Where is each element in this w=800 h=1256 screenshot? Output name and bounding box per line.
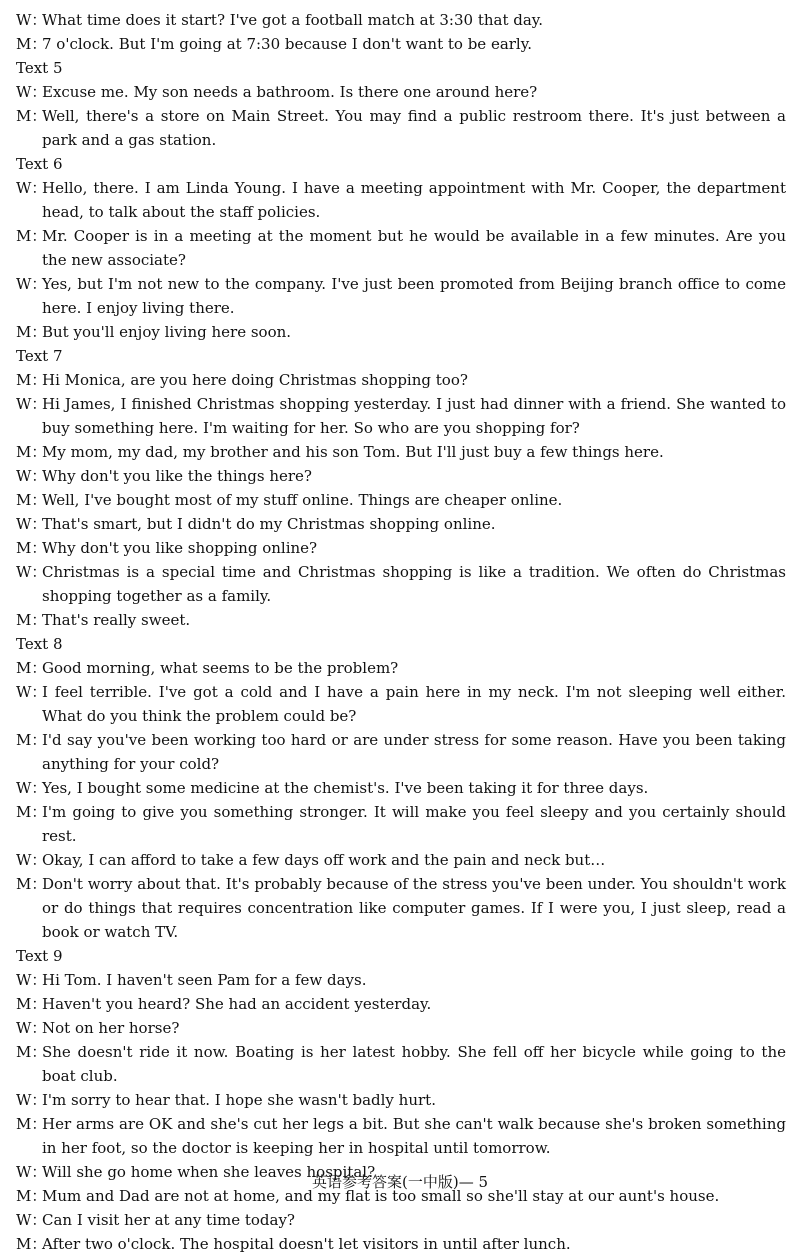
dialogue-line xyxy=(16,1088,786,1112)
dialogue-line xyxy=(16,80,786,104)
dialogue-text: Hello, there. I am Linda Young. I have a meeting appointment with Mr. Cooper, the department head, to talk about the staff policies. xyxy=(42,179,786,221)
speaker-label: W： xyxy=(16,683,47,701)
dialogue-text: Will she go home when she leaves hospital? xyxy=(42,1163,376,1181)
dialogue-text: Excuse me. My son needs a bathroom. Is there one around here? xyxy=(42,83,538,101)
dialogue-line xyxy=(16,392,786,440)
dialogue-text: Well, I've bought most of my stuff online. Things are cheaper online. xyxy=(42,491,563,509)
dialogue-line xyxy=(16,224,786,272)
speaker-label: M： xyxy=(16,371,47,389)
speaker-label: W： xyxy=(16,1163,47,1181)
speaker-label: M： xyxy=(16,611,47,629)
speaker-label: M： xyxy=(16,731,47,749)
section-heading: Text 6 xyxy=(16,155,63,173)
speaker-label: M： xyxy=(16,659,47,677)
dialogue-text: I'm sorry to hear that. I hope she wasn't badly hurt. xyxy=(42,1091,436,1109)
speaker-label: M： xyxy=(16,1115,47,1133)
dialogue-line xyxy=(16,728,786,776)
dialogue-line xyxy=(16,872,786,944)
speaker-label: W： xyxy=(16,1211,47,1229)
speaker-label: M： xyxy=(16,491,47,509)
speaker-label: M： xyxy=(16,323,47,341)
dialogue-line xyxy=(16,320,786,344)
speaker-label: W： xyxy=(16,11,47,29)
dialogue-text: 7 o'clock. But I'm going at 7:30 because I don't want to be early. xyxy=(42,35,532,53)
dialogue-text: Her arms are OK and she's cut her legs a bit. But she can't walk because she's broken something in her foot, so the doctor is keeping her in hospital until tomorrow. xyxy=(42,1115,786,1157)
dialogue-line xyxy=(16,776,786,800)
dialogue-text: Why don't you like shopping online? xyxy=(42,539,318,557)
dialogue-line xyxy=(16,1040,786,1088)
dialogue-text: Hi Tom. I haven't seen Pam for a few days. xyxy=(42,971,367,989)
dialogue-text: Mr. Cooper is in a meeting at the moment but he would be available in a few minutes. Are you the new associate? xyxy=(42,227,786,269)
speaker-label: M： xyxy=(16,995,47,1013)
speaker-label: W： xyxy=(16,851,47,869)
dialogue-text: Haven't you heard? She had an accident yesterday. xyxy=(42,995,432,1013)
dialogue-line xyxy=(16,1232,786,1256)
dialogue-text: Mum and Dad are not at home, and my flat is too small so she'll stay at our aunt's house. xyxy=(42,1187,720,1205)
dialogue-line xyxy=(16,968,786,992)
dialogue-line xyxy=(16,1016,786,1040)
dialogue-line xyxy=(16,680,786,728)
dialogue-text: I'd say you've been working too hard or are under stress for some reason. Have you been taking anything for your cold? xyxy=(42,731,786,773)
dialogue-text: Don't worry about that. It's probably because of the stress you've been under. You shouldn't work or do things that requires concentration like computer games. If I were you, I just sleep, read a book or watch TV. xyxy=(42,875,786,941)
dialogue-text: After two o'clock. The hospital doesn't let visitors in until after lunch. xyxy=(42,1235,571,1253)
speaker-label: W： xyxy=(16,563,47,581)
dialogue-text: Well, there's a store on Main Street. You may find a public restroom there. It's just between a park and a gas station. xyxy=(42,107,786,149)
dialogue-text: Why don't you like the things here? xyxy=(42,467,312,485)
page-footer: 英语参考答案(一中版)— 5 xyxy=(311,1173,489,1191)
speaker-label: W： xyxy=(16,467,47,485)
dialogue-text: Yes, but I'm not new to the company. I've just been promoted from Beijing branch office to come here. I enjoy living there. xyxy=(42,275,786,317)
dialogue-text: Can I visit her at any time today? xyxy=(42,1211,295,1229)
speaker-label: W： xyxy=(16,179,47,197)
section-heading: Text 9 xyxy=(16,947,63,965)
dialogue-line xyxy=(16,488,786,512)
speaker-label: W： xyxy=(16,1091,47,1109)
dialogue-line xyxy=(16,992,786,1016)
speaker-label: M： xyxy=(16,539,47,557)
dialogue-line xyxy=(16,440,786,464)
speaker-label: M： xyxy=(16,1235,47,1253)
dialogue-line xyxy=(16,1112,786,1160)
dialogue-line xyxy=(16,512,786,536)
dialogue-text: Not on her horse? xyxy=(42,1019,180,1037)
dialogue-line xyxy=(16,464,786,488)
dialogue-line xyxy=(16,608,786,632)
speaker-label: M： xyxy=(16,227,47,245)
dialogue-text: What time does it start? I've got a football match at 3:30 that day. xyxy=(42,11,544,29)
speaker-label: M： xyxy=(16,35,47,53)
dialogue-text: Yes, I bought some medicine at the chemist's. I've been taking it for three days. xyxy=(42,779,649,797)
dialogue-text: But you'll enjoy living here soon. xyxy=(42,323,292,341)
dialogue-text: Okay, I can afford to take a few days off work and the pain and neck but… xyxy=(42,851,606,869)
speaker-label: W： xyxy=(16,779,47,797)
dialogue-text: That's really sweet. xyxy=(42,611,191,629)
dialogue-line xyxy=(16,32,786,56)
dialogue-line xyxy=(16,848,786,872)
dialogue-text: Christmas is a special time and Christmas shopping is like a tradition. We often do Christmas shopping together as a family. xyxy=(42,563,786,605)
dialogue-line xyxy=(16,536,786,560)
section-heading: Text 5 xyxy=(16,59,63,77)
dialogue-line xyxy=(16,656,786,680)
dialogue-text: Hi James, I finished Christmas shopping yesterday. I just had dinner with a friend. She wanted to buy something here. I'm waiting for her. So who are you shopping for? xyxy=(42,395,786,437)
dialogue-text: I feel terrible. I've got a cold and I have a pain here in my neck. I'm not sleeping well either. What do you think the problem could be? xyxy=(42,683,786,725)
dialogue-line xyxy=(16,800,786,848)
dialogue-line xyxy=(16,272,786,320)
dialogue-line xyxy=(16,176,786,224)
speaker-label: W： xyxy=(16,971,47,989)
section-heading: Text 7 xyxy=(16,347,63,365)
speaker-label: W： xyxy=(16,83,47,101)
speaker-label: M： xyxy=(16,875,47,893)
speaker-label: M： xyxy=(16,1187,47,1205)
speaker-label: M： xyxy=(16,443,47,461)
transcript xyxy=(16,8,786,1256)
speaker-label: W： xyxy=(16,395,47,413)
dialogue-line xyxy=(16,560,786,608)
dialogue-text: Hi Monica, are you here doing Christmas shopping too? xyxy=(42,371,468,389)
dialogue-line xyxy=(16,8,786,32)
dialogue-text: My mom, my dad, my brother and his son Tom. But I'll just buy a few things here. xyxy=(42,443,664,461)
dialogue-text: She doesn't ride it now. Boating is her latest hobby. She fell off her bicycle while going to the boat club. xyxy=(42,1043,786,1085)
speaker-label: W： xyxy=(16,275,47,293)
dialogue-line xyxy=(16,104,786,152)
section-heading: Text 8 xyxy=(16,635,63,653)
dialogue-text: That's smart, but I didn't do my Christmas shopping online. xyxy=(42,515,496,533)
dialogue-line xyxy=(16,368,786,392)
speaker-label: M： xyxy=(16,803,47,821)
speaker-label: M： xyxy=(16,107,47,125)
speaker-label: W： xyxy=(16,515,47,533)
dialogue-text: Good morning, what seems to be the problem? xyxy=(42,659,399,677)
dialogue-text: I'm going to give you something stronger. It will make you feel sleepy and you certainly should rest. xyxy=(42,803,786,845)
dialogue-line xyxy=(16,1208,786,1232)
speaker-label: W： xyxy=(16,1019,47,1037)
speaker-label: M： xyxy=(16,1043,47,1061)
